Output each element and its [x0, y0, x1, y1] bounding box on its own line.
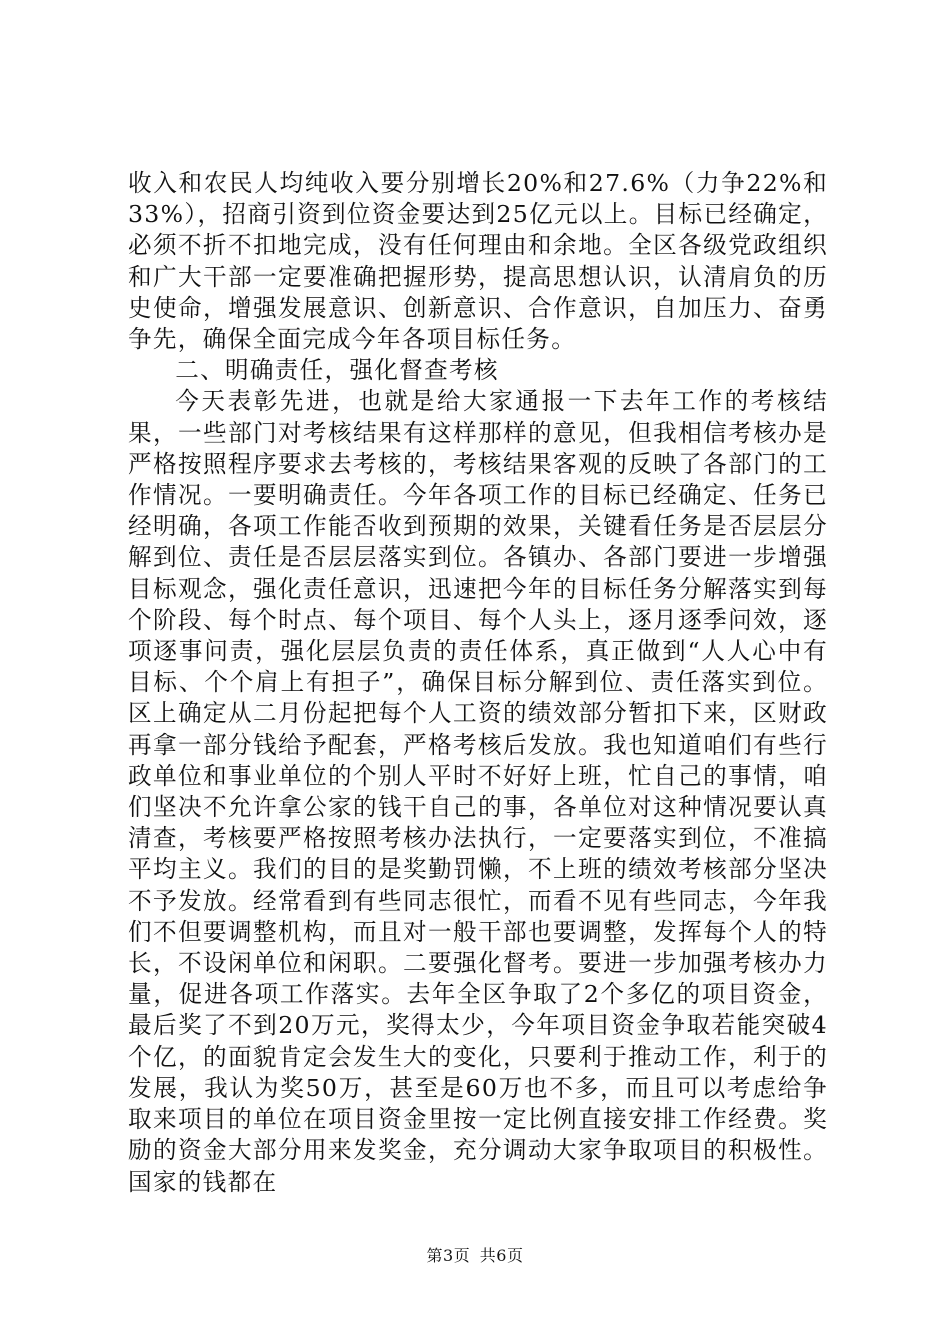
section-heading: 二、明确责任，强化督查考核 — [175, 356, 499, 385]
paragraph-responsibility: 今天表彰先进，也就是给大家通报一下去年工作的考核结果，一些部门对考核结果有这样那样的意见，但我相信考核办是严格按照程序要求去考核的，考核结果客观的反映了各部门的工作情况。一要明确责任。今年各项工作的目标已经确定、任务已经明确，各项工作能否收到预期的效果，关键看任务是否层层分解到位、责任是否层层落实到位。各镇办、各部门要进一步增强目标观念，强化责任意识，迅速把今年的目标任务分解落实到每个阶段、每个时点、每个项目、每个人头上，逐月逐季问效，逐项逐事问责，强化层层负责的责任体系，真正做到“人人心中有目标、个个肩上有担子”，确保目标分解到位、责任落实到位。区上确定从二月份起把每个人工资的绩效部分暂扣下来，区财政再拿一部分钱给予配套，严格考核后发放。我也知道咱们有些行政单位和事业单位的个别人平时不好好上班，忙自己的事情，咱们坚决不允许拿公家的钱干自己的事，各单位对这种情况要认真清查，考核要严格按照考核办法执行，一定要落实到位，不准搞平均主义。我们的目的是奖勤罚懒，不上班的绩效考核部分坚决不予发放。经常看到有些同志很忙，而看不见有些同志，今年我们不但要调整机构，而且对一般干部也要调整，发挥每个人的特长，不设闲单位和闲职。二要强化督考。要进一步加强考核办力量，促进各项工作落实。去年全区争取了2个多亿的项目资金，最后奖了不到20万元，奖得太少，今年项目资金争取若能突破4个亿，的面貌肯定会发生大的变化，只要利于推动工作，利于的发展，我认为奖50万，甚至是60万也不多，而且可以考虑给争取来项目的单位在项目资金里按一定比例直接安排工作经费。奖励的资金大部分用来发奖金，充分调动大家争取项目的积极性。国家的钱都在 — [128, 387, 828, 1196]
paragraph-targets: 收入和农民人均纯收入要分别增长20%和27.6%（力争22%和33%），招商引资到位资金要达到25亿元以上。目标已经确定，必须不折不扣地完成，没有任何理由和余地。全区各级党政组织和广大干部一定要准确把握形势，提高思想认识，认清肩负的历史使命，增强发展意识、创新意识、合作意识，自加压力、奋勇争先，确保全面完成今年各项目标任务。 — [128, 169, 828, 354]
page-total: 共6页 — [479, 1246, 524, 1265]
page-number: 第3页 — [426, 1246, 471, 1265]
page-footer — [0, 1243, 950, 1266]
document-page — [128, 168, 828, 1198]
